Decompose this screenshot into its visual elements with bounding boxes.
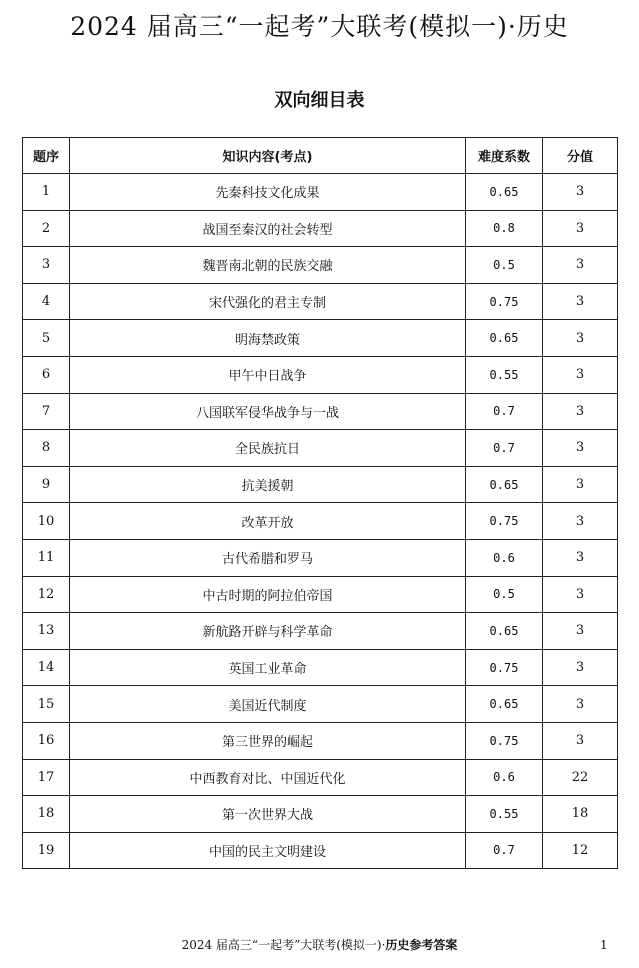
cell-question-number: 10 <box>23 503 70 540</box>
cell-knowledge-content: 改革开放 <box>70 503 466 540</box>
cell-difficulty: 0.65 <box>466 613 543 650</box>
page-number: 1 <box>600 938 608 952</box>
cell-question-number: 14 <box>23 649 70 686</box>
table-row <box>23 722 618 759</box>
cell-question-number: 2 <box>23 210 70 247</box>
cell-difficulty: 0.5 <box>466 576 543 613</box>
cell-knowledge-content: 中西教育对比、中国近代化 <box>70 759 466 796</box>
cell-score: 3 <box>543 613 618 650</box>
cell-score: 3 <box>543 649 618 686</box>
cell-knowledge-content: 明海禁政策 <box>70 320 466 357</box>
section-title: 双向细目表 <box>274 90 365 111</box>
cell-score: 3 <box>543 393 618 430</box>
cell-knowledge-content: 美国近代制度 <box>70 686 466 723</box>
cell-question-number: 11 <box>23 539 70 576</box>
cell-difficulty: 0.65 <box>466 320 543 357</box>
cell-difficulty: 0.7 <box>466 430 543 467</box>
table-row <box>23 466 618 503</box>
table-row <box>23 393 618 430</box>
cell-score: 18 <box>543 796 618 833</box>
cell-question-number: 12 <box>23 576 70 613</box>
cell-question-number: 19 <box>23 832 70 869</box>
table-row <box>23 356 618 393</box>
cell-knowledge-content: 英国工业革命 <box>70 649 466 686</box>
table-row <box>23 759 618 796</box>
cell-score: 3 <box>543 430 618 467</box>
cell-score: 3 <box>543 722 618 759</box>
cell-score: 3 <box>543 320 618 357</box>
cell-question-number: 5 <box>23 320 70 357</box>
table-row <box>23 796 618 833</box>
cell-question-number: 18 <box>23 796 70 833</box>
cell-question-number: 13 <box>23 613 70 650</box>
table-row <box>23 210 618 247</box>
table-row <box>23 320 618 357</box>
cell-knowledge-content: 甲午中日战争 <box>70 356 466 393</box>
page-footer <box>0 936 639 954</box>
cell-question-number: 1 <box>23 174 70 211</box>
cell-knowledge-content: 全民族抗日 <box>70 430 466 467</box>
cell-difficulty: 0.65 <box>466 466 543 503</box>
table-row <box>23 613 618 650</box>
document-title: 2024 届高三“一起考”大联考(模拟一)·历史 <box>70 12 569 41</box>
cell-question-number: 9 <box>23 466 70 503</box>
table-row <box>23 430 618 467</box>
header-score: 分值 <box>543 138 618 174</box>
table-row <box>23 283 618 320</box>
cell-knowledge-content: 宋代强化的君主专制 <box>70 283 466 320</box>
cell-difficulty: 0.65 <box>466 686 543 723</box>
cell-question-number: 8 <box>23 430 70 467</box>
table-row <box>23 576 618 613</box>
cell-difficulty: 0.75 <box>466 649 543 686</box>
specification-table <box>22 137 618 869</box>
cell-score: 12 <box>543 832 618 869</box>
cell-knowledge-content: 战国至秦汉的社会转型 <box>70 210 466 247</box>
cell-difficulty: 0.75 <box>466 503 543 540</box>
cell-difficulty: 0.55 <box>466 356 543 393</box>
cell-difficulty: 0.75 <box>466 722 543 759</box>
header-difficulty: 难度系数 <box>466 138 543 174</box>
table-row <box>23 503 618 540</box>
cell-score: 3 <box>543 466 618 503</box>
table-row <box>23 247 618 284</box>
footer-answer-label: 历史参考答案 <box>385 938 458 952</box>
cell-score: 3 <box>543 539 618 576</box>
table-row <box>23 686 618 723</box>
cell-knowledge-content: 中国的民主文明建设 <box>70 832 466 869</box>
footer-text: 2024 届高三“一起考”大联考(模拟一)· <box>181 938 386 952</box>
table-body <box>23 174 618 869</box>
cell-knowledge-content: 先秦科技文化成果 <box>70 174 466 211</box>
cell-score: 3 <box>543 576 618 613</box>
cell-knowledge-content: 魏晋南北朝的民族交融 <box>70 247 466 284</box>
cell-knowledge-content: 第三世界的崛起 <box>70 722 466 759</box>
cell-knowledge-content: 八国联军侵华战争与一战 <box>70 393 466 430</box>
table-row <box>23 832 618 869</box>
cell-question-number: 6 <box>23 356 70 393</box>
cell-score: 3 <box>543 210 618 247</box>
cell-score: 22 <box>543 759 618 796</box>
cell-score: 3 <box>543 174 618 211</box>
cell-knowledge-content: 新航路开辟与科学革命 <box>70 613 466 650</box>
cell-score: 3 <box>543 686 618 723</box>
cell-difficulty: 0.55 <box>466 796 543 833</box>
cell-difficulty: 0.8 <box>466 210 543 247</box>
cell-knowledge-content: 中古时期的阿拉伯帝国 <box>70 576 466 613</box>
table-row <box>23 539 618 576</box>
table-row <box>23 174 618 211</box>
cell-knowledge-content: 抗美援朝 <box>70 466 466 503</box>
cell-score: 3 <box>543 356 618 393</box>
cell-difficulty: 0.5 <box>466 247 543 284</box>
cell-difficulty: 0.6 <box>466 539 543 576</box>
cell-difficulty: 0.7 <box>466 393 543 430</box>
header-knowledge-content: 知识内容(考点) <box>70 138 466 174</box>
cell-question-number: 15 <box>23 686 70 723</box>
cell-question-number: 4 <box>23 283 70 320</box>
cell-knowledge-content: 古代希腊和罗马 <box>70 539 466 576</box>
cell-question-number: 7 <box>23 393 70 430</box>
table-row <box>23 649 618 686</box>
cell-difficulty: 0.6 <box>466 759 543 796</box>
cell-score: 3 <box>543 503 618 540</box>
cell-difficulty: 0.7 <box>466 832 543 869</box>
cell-difficulty: 0.75 <box>466 283 543 320</box>
cell-question-number: 3 <box>23 247 70 284</box>
cell-question-number: 17 <box>23 759 70 796</box>
cell-score: 3 <box>543 247 618 284</box>
table-header-row <box>23 138 618 174</box>
cell-difficulty: 0.65 <box>466 174 543 211</box>
header-question-number: 题序 <box>23 138 70 174</box>
cell-question-number: 16 <box>23 722 70 759</box>
cell-knowledge-content: 第一次世界大战 <box>70 796 466 833</box>
cell-score: 3 <box>543 283 618 320</box>
